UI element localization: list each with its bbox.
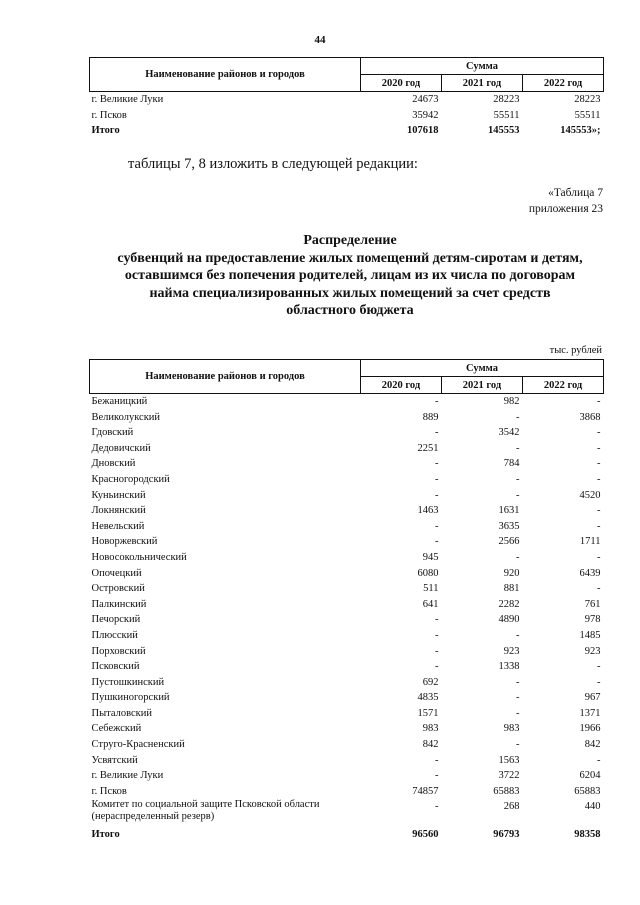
amount-cell: 28223 bbox=[493, 94, 520, 105]
table-row bbox=[90, 721, 604, 737]
sum-column-header: Сумма bbox=[361, 360, 604, 377]
amount-cell: 440 bbox=[584, 801, 601, 813]
district-name: Порховский bbox=[91, 645, 146, 657]
amount-cell: 842 bbox=[422, 739, 439, 751]
district-name: Гдовский bbox=[91, 427, 134, 439]
document-title bbox=[70, 232, 630, 320]
amount-cell: 4890 bbox=[498, 614, 520, 626]
district-name: Куньинский bbox=[91, 489, 146, 501]
amount-cell: - bbox=[435, 754, 439, 766]
district-name: г. Великие Луки bbox=[91, 94, 164, 105]
table-row bbox=[90, 706, 604, 722]
amount-cell: 3868 bbox=[579, 411, 601, 423]
table-row bbox=[90, 519, 604, 535]
amount-cell: - bbox=[597, 583, 601, 595]
amount-cell: - bbox=[516, 692, 520, 704]
district-name: Невельский bbox=[91, 520, 145, 532]
units-label: тыс. рублей bbox=[549, 345, 602, 356]
amount-cell: 881 bbox=[503, 583, 520, 595]
year-header: 2020 год bbox=[361, 377, 442, 394]
year-header: 2021 год bbox=[442, 377, 523, 394]
table-caption-line1: «Таблица 7 bbox=[548, 187, 603, 199]
amount-cell: - bbox=[516, 473, 520, 485]
amount-cell: - bbox=[516, 489, 520, 501]
table-row bbox=[90, 768, 604, 784]
title-line: Распределение bbox=[303, 233, 397, 248]
name-column-header: Наименование районов и городов bbox=[90, 58, 361, 92]
year-header: 2022 год bbox=[523, 75, 604, 92]
amount-cell: 1563 bbox=[498, 754, 520, 766]
amount-cell: 923 bbox=[584, 645, 601, 657]
amount-cell: - bbox=[597, 551, 601, 563]
amount-cell: - bbox=[597, 676, 601, 688]
district-name: Комитет по социальной защите Псковской области (нераспределенный резерв) bbox=[91, 799, 320, 823]
amount-cell: 983 bbox=[503, 723, 520, 735]
district-name: Новосокольнический bbox=[91, 551, 187, 563]
amount-cell: 6204 bbox=[579, 770, 601, 782]
amount-cell: - bbox=[597, 754, 601, 766]
district-name: Островский bbox=[91, 583, 145, 595]
amount-cell: - bbox=[597, 442, 601, 454]
amount-cell: 3635 bbox=[498, 520, 520, 532]
sum-column-header: Сумма bbox=[361, 58, 604, 75]
district-name: Струго-Красненский bbox=[91, 739, 185, 751]
table-row bbox=[90, 628, 604, 644]
amount-cell: - bbox=[435, 458, 439, 470]
amount-cell: 1571 bbox=[417, 707, 439, 719]
district-name: Пустошкинский bbox=[91, 676, 165, 688]
amount-cell: - bbox=[597, 520, 601, 532]
amount-cell: 96560 bbox=[412, 829, 439, 841]
table-row bbox=[90, 659, 604, 675]
amount-cell: - bbox=[597, 458, 601, 470]
table-row bbox=[90, 534, 604, 550]
amount-cell: 920 bbox=[503, 567, 520, 579]
district-name: Псковский bbox=[91, 661, 140, 673]
amount-cell: 842 bbox=[584, 739, 601, 751]
table-row bbox=[90, 644, 604, 660]
table-row bbox=[90, 799, 604, 827]
page-number: 44 bbox=[314, 34, 326, 46]
table-row bbox=[90, 472, 604, 488]
amount-cell: 145553 bbox=[488, 125, 520, 136]
table-row bbox=[90, 581, 604, 597]
amount-cell: 784 bbox=[503, 458, 520, 470]
district-name: Опочецкий bbox=[91, 567, 142, 579]
amount-cell: 2282 bbox=[498, 598, 520, 610]
amount-cell: 761 bbox=[584, 598, 601, 610]
amount-cell: 1338 bbox=[498, 661, 520, 673]
table-row bbox=[90, 612, 604, 628]
table-row bbox=[90, 108, 604, 124]
amount-cell: 24673 bbox=[412, 94, 439, 105]
total-label: Итого bbox=[91, 125, 120, 136]
amount-cell: 889 bbox=[422, 411, 439, 423]
table-row bbox=[90, 488, 604, 504]
amount-cell: 6439 bbox=[579, 567, 601, 579]
amount-cell: 1631 bbox=[498, 505, 520, 517]
amount-cell: - bbox=[435, 645, 439, 657]
amount-cell: 4835 bbox=[417, 692, 439, 704]
table-row bbox=[90, 425, 604, 441]
amount-cell: - bbox=[435, 770, 439, 782]
amount-cell: - bbox=[516, 739, 520, 751]
amount-cell: 983 bbox=[422, 723, 439, 735]
table-caption-line2: приложения 23 bbox=[528, 203, 603, 215]
district-name: Усвятский bbox=[91, 754, 138, 766]
amount-cell: 35942 bbox=[412, 109, 439, 121]
district-name: г. Псков bbox=[91, 109, 127, 121]
amount-cell: - bbox=[435, 396, 439, 407]
amount-cell: 107618 bbox=[407, 125, 439, 136]
year-header: 2021 год bbox=[442, 75, 523, 92]
district-name: Плюсский bbox=[91, 629, 138, 641]
amount-cell: 65883 bbox=[574, 785, 601, 797]
table-row bbox=[90, 675, 604, 691]
district-name: Себежский bbox=[91, 723, 142, 735]
year-header: 2020 год bbox=[361, 75, 442, 92]
total-label: Итого bbox=[91, 829, 120, 841]
table-row bbox=[90, 92, 604, 108]
table-row bbox=[90, 597, 604, 613]
amount-cell: 1463 bbox=[417, 505, 439, 517]
district-name: г. Псков bbox=[91, 785, 127, 797]
total-row bbox=[90, 123, 604, 139]
amount-cell: 2251 bbox=[417, 442, 439, 454]
amount-cell: - bbox=[516, 629, 520, 641]
amount-cell: 74857 bbox=[412, 785, 439, 797]
amount-cell: 28223 bbox=[574, 94, 601, 105]
main-table bbox=[89, 359, 604, 843]
amount-cell: 145553»; bbox=[560, 125, 601, 136]
amount-cell: 98358 bbox=[574, 829, 601, 841]
district-name: Пыталовский bbox=[91, 707, 152, 719]
table-row bbox=[90, 410, 604, 426]
amount-cell: - bbox=[597, 396, 601, 407]
amount-cell: 3722 bbox=[498, 770, 520, 782]
amount-cell: 1966 bbox=[579, 723, 601, 735]
amount-cell: 2566 bbox=[498, 536, 520, 548]
amount-cell: 268 bbox=[503, 801, 520, 813]
amount-cell: - bbox=[435, 536, 439, 548]
district-name: Новоржевский bbox=[91, 536, 158, 548]
district-name: Печорский bbox=[91, 614, 141, 626]
district-name: Локнянский bbox=[91, 505, 146, 517]
amount-cell: 1371 bbox=[579, 707, 601, 719]
amount-cell: 1485 bbox=[579, 629, 601, 641]
amount-cell: 967 bbox=[584, 692, 601, 704]
table-row bbox=[90, 737, 604, 753]
amount-cell: - bbox=[435, 473, 439, 485]
amount-cell: - bbox=[516, 411, 520, 423]
title-line: оставшимся без попечения родителей, лицам из их числа по договорам bbox=[124, 268, 576, 283]
table-row bbox=[90, 753, 604, 769]
title-line: найма специализированных жилых помещений за счет средств bbox=[149, 285, 551, 301]
amount-cell: 6080 bbox=[417, 567, 439, 579]
amount-cell: - bbox=[516, 551, 520, 563]
amount-cell: - bbox=[516, 442, 520, 454]
amount-cell: 65883 bbox=[493, 785, 520, 797]
intro-text: таблицы 7, 8 изложить в следующей редакции: bbox=[128, 156, 418, 172]
table-row bbox=[90, 456, 604, 472]
amount-cell: - bbox=[435, 661, 439, 673]
district-name: Дедовичский bbox=[91, 442, 151, 454]
table-row bbox=[90, 690, 604, 706]
district-name: Бежаницкий bbox=[91, 396, 148, 407]
amount-cell: - bbox=[435, 614, 439, 626]
year-header: 2022 год bbox=[523, 377, 604, 394]
title-line: областного бюджета bbox=[286, 303, 414, 318]
amount-cell: 923 bbox=[503, 645, 520, 657]
amount-cell: 982 bbox=[503, 396, 520, 407]
amount-cell: - bbox=[435, 629, 439, 641]
district-name: г. Великие Луки bbox=[91, 770, 164, 782]
amount-cell: - bbox=[597, 473, 601, 485]
amount-cell: 3542 bbox=[498, 427, 520, 439]
amount-cell: 978 bbox=[584, 614, 601, 626]
amount-cell: 641 bbox=[422, 598, 439, 610]
amount-cell: 55511 bbox=[493, 109, 520, 121]
amount-cell: 4520 bbox=[579, 489, 601, 501]
amount-cell: - bbox=[435, 427, 439, 439]
district-name: Дновский bbox=[91, 458, 136, 470]
amount-cell: - bbox=[597, 427, 601, 439]
amount-cell: - bbox=[435, 520, 439, 532]
amount-cell: 511 bbox=[423, 583, 439, 595]
amount-cell: - bbox=[597, 505, 601, 517]
district-name: Красногородский bbox=[91, 473, 170, 485]
amount-cell: 96793 bbox=[493, 829, 520, 841]
table-row bbox=[90, 550, 604, 566]
top-table bbox=[89, 57, 604, 139]
amount-cell: 55511 bbox=[574, 109, 601, 121]
amount-cell: - bbox=[516, 676, 520, 688]
amount-cell: 692 bbox=[422, 676, 439, 688]
table-row bbox=[90, 566, 604, 582]
title-line: субвенций на предоставление жилых помещений детям-сиротам и детям, bbox=[117, 250, 583, 266]
amount-cell: - bbox=[516, 707, 520, 719]
amount-cell: 945 bbox=[422, 551, 439, 563]
amount-cell: - bbox=[435, 801, 439, 813]
table-row bbox=[90, 441, 604, 457]
district-name: Палкинский bbox=[91, 598, 147, 610]
amount-cell: - bbox=[597, 661, 601, 673]
table-row bbox=[90, 503, 604, 519]
name-column-header: Наименование районов и городов bbox=[90, 360, 361, 394]
table-row bbox=[90, 784, 604, 800]
total-row bbox=[90, 827, 604, 843]
district-name: Пушкиногорский bbox=[91, 692, 170, 704]
table-row bbox=[90, 394, 604, 410]
district-name: Великолукский bbox=[91, 411, 161, 423]
amount-cell: - bbox=[435, 489, 439, 501]
amount-cell: 1711 bbox=[579, 536, 601, 548]
